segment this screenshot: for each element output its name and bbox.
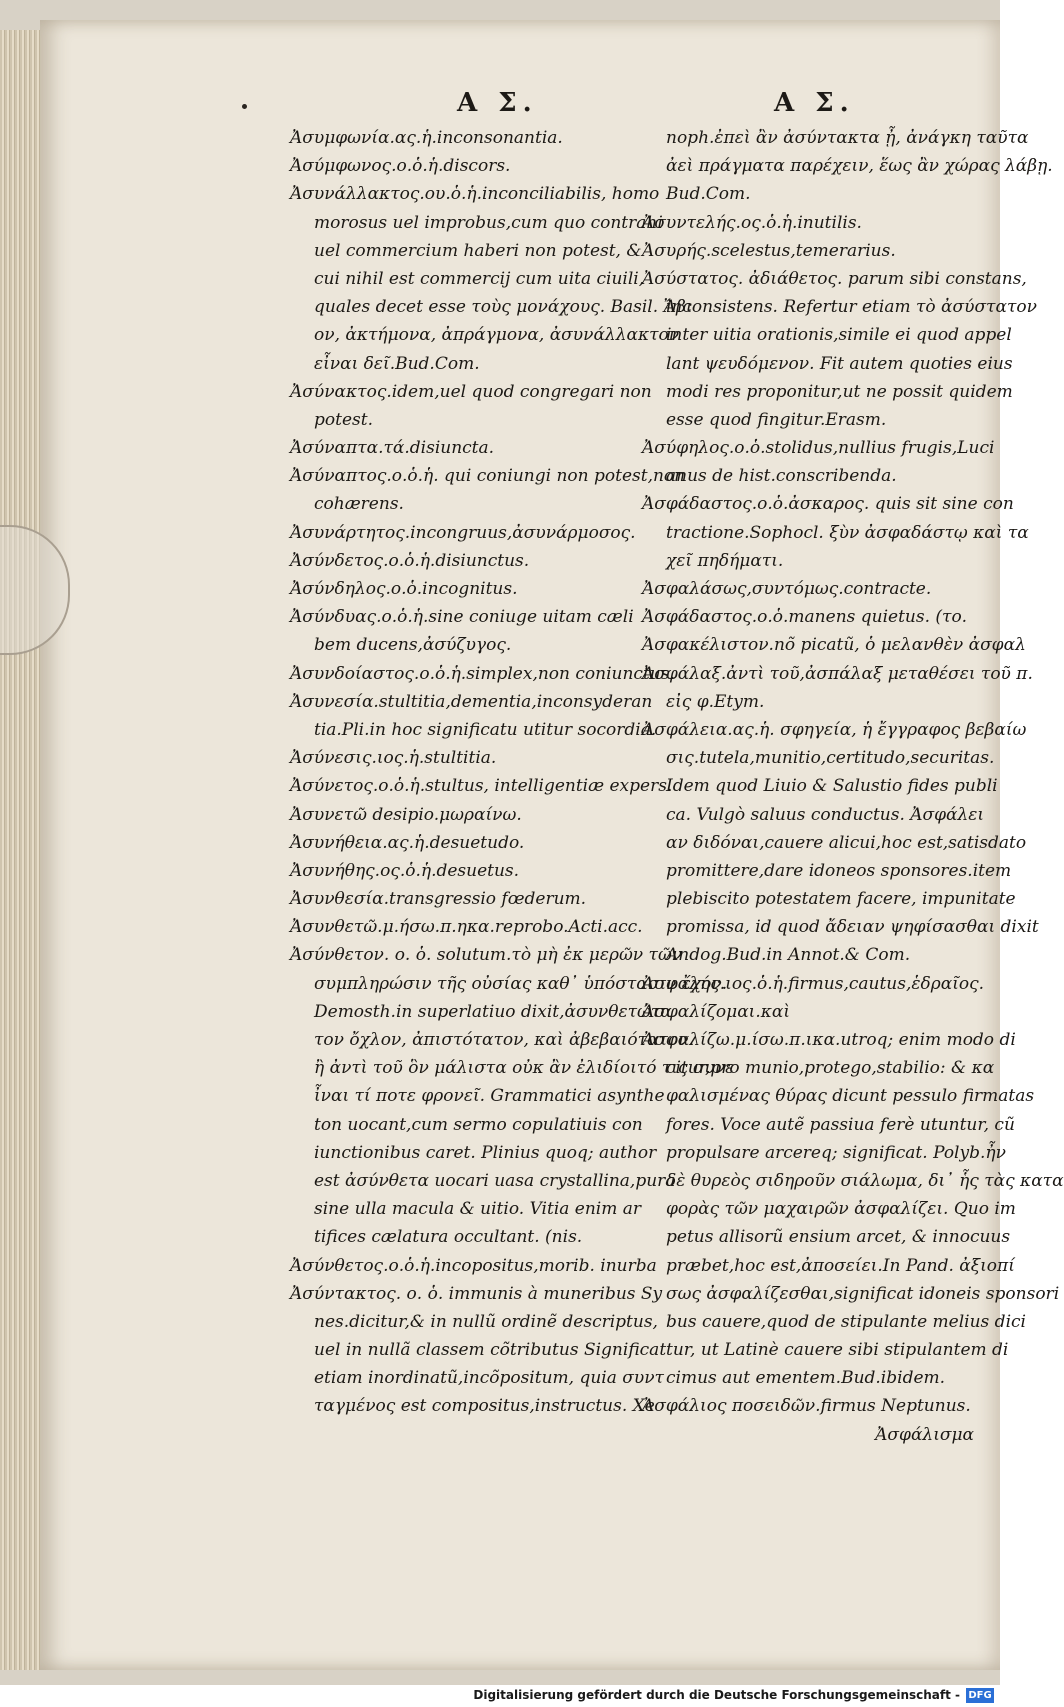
text-line: αν διδόναι,cauere alicui,hoc est,satisdato <box>666 832 1027 853</box>
text-line: εἶναι δεῖ.Bud.Com. <box>314 353 480 374</box>
text-line: Ἀσύνδηλος.ο.ὁ.incognitus. <box>290 579 518 599</box>
text-line: Ἀσύνθετον. ο. ὁ. solutum.τὸ μὴ ἐκ μερῶν τῶν <box>290 945 683 966</box>
text-line: Ἀσυντελής.ος.ὁ.ἡ.inutilis. <box>642 212 862 233</box>
text-line: morosus uel improbus,cum quo contrahi <box>314 212 663 233</box>
text-line: Ἀσυμφωνία.ας.ἡ.inconsonantia. <box>290 128 563 148</box>
text-line: cimus aut ementem.Bud.ibidem. <box>666 1368 946 1389</box>
text-line: nes.dicitur,& in nullũ ordinẽ descriptus, <box>314 1311 658 1332</box>
text-line: Ἀσυνάρτητος.incongruus,ἀσυνάρμοσος. <box>290 522 636 543</box>
text-line: τον ὄχλον, ἀπιστότατον, καὶ ἀβεβαιότατον. <box>314 1030 694 1050</box>
footer-credit: Digitalisierung gefördert durch die Deutsche Forschungsgemeinschaft - <box>473 1688 960 1702</box>
running-header-right: Α Σ. <box>774 88 855 118</box>
ink-dot <box>242 104 247 109</box>
text-line: Ἀσυνετῶ desipio.μωραίνω. <box>290 804 522 825</box>
text-line: promittere,dare idoneos sponsores.item <box>666 860 1012 881</box>
footer-bar <box>0 1685 1000 1707</box>
text-line: Ἀσυνεσία.stultitia,dementia,inconsyderan <box>290 691 653 712</box>
text-line: Ἀσφαλίζομαι.καὶ <box>642 1001 791 1022</box>
text-line: noph.ἐπεὶ ἂν ἀσύντακτα ᾖ, ἀνάγκη ταῦτα <box>666 128 1029 148</box>
text-line: Ἀσφάλισμα <box>875 1424 974 1445</box>
text-line: Ἀσύνδυας.ο.ὁ.ἡ.sine coniuge uitam cæli <box>290 607 634 628</box>
text-line: Ἀσύνδετος.ο.ὁ.ἡ.disiunctus. <box>290 550 530 571</box>
text-line: Ἀσύντακτος. ο. ὁ. immunis à muneribus Sy <box>290 1283 663 1304</box>
text-line: tia.Pli.in hoc significatu utitur socordia. <box>314 719 657 740</box>
text-line: uel commercium haberi non potest, & <box>314 240 642 261</box>
text-line: tifices cælatura occultant. (nis. <box>314 1227 583 1248</box>
text-line: Ἀσύστατος. ἀδιάθετος. parum sibi constans, <box>642 268 1027 289</box>
text-line: Ἀσφακέλιστον.nõ picatũ, ὁ μελανθὲν ἀσφαλ <box>642 635 1026 656</box>
text-line: modi res proponitur,ut ne possit quidem <box>666 381 1013 402</box>
text-line: fores. Voce autẽ passiua ferè utuntur, cũ <box>666 1114 1015 1135</box>
text-line: esse quod fingitur.Erasm. <box>666 409 887 430</box>
text-line: εἰς φ.Etym. <box>666 691 765 712</box>
text-line: præbet,hoc est,ἀποσείει.In Pand. ἀξιοπί <box>666 1255 1015 1276</box>
text-line: ἀεὶ πράγματα παρέχειν, ἕως ἂν χώρας λάβῃ. <box>666 156 1053 177</box>
text-line: Ἀσυνδοίαστος.ο.ὁ.ἡ.simplex,non coniunctus. <box>290 663 675 684</box>
text-line: Ἀσφαλής.ιος.ὁ.ἡ.firmus,cautus,ἑδραῖος. <box>642 973 985 994</box>
text-line: inconsistens. Refertur etiam τὸ ἀσύστατον <box>666 297 1037 318</box>
text-line: inter uitia orationis,simile ei quod appel <box>666 325 1012 346</box>
text-line: potest. <box>314 409 373 430</box>
text-line: cohærens. <box>314 494 404 515</box>
right-column <box>642 124 1064 1449</box>
text-line: Ἀσφαλάσως,συντόμως.contracte. <box>642 579 932 599</box>
text-line: Ἀσύνεσις.ιος.ἡ.stultitia. <box>290 748 497 769</box>
text-line: ταγμένος est compositus,instructus. Xe <box>314 1396 655 1417</box>
text-line: Ἀσυνθεσία.transgressio fœderum. <box>290 889 587 910</box>
text-line: etiam inordinatũ,incõpositum, quia συντ <box>314 1368 664 1389</box>
text-line: Ἀσφάδαστος.ο.ὁ.ἀσκαρος. quis sit sine con <box>642 494 1014 515</box>
text-line: Demosth.in superlatiuo dixit,ἀσυνθετώτα <box>314 1001 672 1022</box>
text-line: συμπληρώσιν τῆς οὐσίας καθ᾽ ὑπόστασιν ἔχον. <box>314 973 728 994</box>
text-line: promissa, id quod ἄδειαν ψηφίσασθαι dixit <box>666 917 1039 938</box>
text-line: Ἀσύνετος.ο.ὁ.ἡ.stultus, intelligentiæ expers. <box>290 776 673 797</box>
text-line: petus allisorũ ensium arcet, & innocuus <box>666 1227 1011 1248</box>
text-line: Ἀσύνακτος.idem,uel quod congregari non <box>290 381 652 402</box>
text-line: propulsare arcereq; significat. Polyb.ἦν <box>666 1142 1006 1163</box>
text-line: ca. Vulgò saluus conductus. Ἀσφάλει <box>666 804 985 825</box>
text-line: Ἀσύναπτος.ο.ὁ.ἡ. qui coniungi non potest,non <box>290 466 686 487</box>
text-line: Ἀσύνθετος.ο.ὁ.ἡ.incopositus,morib. inurba <box>290 1255 657 1276</box>
text-line: citur,pro munio,protego,stabilio: & κα <box>666 1058 995 1079</box>
text-line: bus cauere,quod de stipulante melius dici <box>666 1311 1026 1332</box>
text-line: Andog.Bud.in Annot.& Com. <box>666 945 911 966</box>
text-line: Ἀσύναπτα.τά.disiuncta. <box>290 438 495 459</box>
text-line: Ἀσυνθετῶ.μ.ήσω.π.ηκα.reprobo.Acti.acc. <box>290 917 643 938</box>
text-line: δὲ θυρεὸς σιδηροῦν σιάλωμα, δι᾽ ἧς τὰς κατα <box>666 1170 1064 1191</box>
text-line: Bud.Com. <box>666 184 751 205</box>
text-line: sine ulla macula & uitio. Vitia enim ar <box>314 1199 642 1220</box>
text-line: φαλισμένας θύρας dicunt pessulo firmatas <box>666 1086 1035 1107</box>
running-header-left: Α Σ. <box>457 88 538 118</box>
text-line: tur, ut Latinè cauere sibi stipulantem di <box>666 1340 1009 1361</box>
text-line: Ἀσυνήθεια.ας.ἡ.desuetudo. <box>290 832 525 853</box>
text-line: Ἀσφάλαξ.ἀντὶ τοῦ,ἀσπάλαξ μεταθέσει τοῦ π. <box>642 663 1033 684</box>
text-line: Idem quod Liuio & Salustio fides publi <box>666 776 998 797</box>
text-line: χεῖ πηδήματι. <box>666 550 784 571</box>
text-line: est ἀσύνθετα uocari uasa crystallina,pura <box>314 1170 676 1191</box>
text-line: cui nihil est commercij cum uita ciuili, <box>314 268 645 289</box>
dfg-logo: DFG <box>966 1688 994 1703</box>
text-line: ον, ἀκτήμονα, ἀπράγμονα, ἀσυνάλλακτον <box>314 325 680 346</box>
text-line: Ἀσφάλιος ποσειδῶν.firmus Neptunus. <box>642 1396 971 1417</box>
text-line: tractione.Sophocl. ξὺν ἀσφαδάστῳ καὶ τα <box>666 522 1029 543</box>
text-line: iunctionibus caret. Plinius quoq; author <box>314 1142 657 1163</box>
text-line: Ἀσυρής.scelestus,temerarius. <box>642 240 896 261</box>
text-line: ἶναι τί ποτε φρονεῖ. Grammatici asynthe <box>314 1086 665 1107</box>
text-line: quales decet esse τοὺς μονάχους. Basil. Ἄβι <box>314 297 693 318</box>
text-line: Ἀσφάλεια.ας.ἡ. σφηγεία, ἡ ἔγγραφος βεβαίω <box>642 719 1027 740</box>
text-line: ton uocant,cum sermo copulatiuis con <box>314 1114 643 1135</box>
text-line: σις.tutela,munitio,certitudo,securitas. <box>666 748 995 769</box>
text-line: Ἀσυνάλλακτος.ου.ὁ.ἡ.inconciliabilis, homo <box>290 184 660 205</box>
text-line: bem ducens,ἀσύζυγος. <box>314 635 512 656</box>
text-line: Ἀσφάδαστος.ο.ὁ.manens quietus. (το. <box>642 607 968 628</box>
text-line: uel in nullã classem cõtributus Significat <box>314 1340 667 1361</box>
text-line: lant ψευδόμενον. Fit autem quoties eius <box>666 353 1013 374</box>
text-line: anus de hist.conscribenda. <box>666 466 897 487</box>
text-line: Ἀσφαλίζω.μ.ίσω.π.ικα.utroq; enim modo di <box>642 1030 1016 1050</box>
text-line: Ἀσύφηλος.ο.ὁ.stolidus,nullius frugis,Luci <box>642 438 995 459</box>
text-line: Ἀσυνήθης.ος.ὁ.ἡ.desuetus. <box>290 860 520 881</box>
text-line: plebiscito potestatem facere, impunitate <box>666 889 1016 910</box>
text-line: φορὰς τῶν μαχαιρῶν ἀσφαλίζει. Quo im <box>666 1199 1016 1220</box>
text-line: ἢ ἀντὶ τοῦ ὃν μάλιστα οὐκ ἂν ἐλιδίοιτό τις συνε <box>314 1058 735 1079</box>
text-line: Ἀσύμφωνος.ο.ὁ.ἡ.discors. <box>290 156 511 177</box>
text-line: σως ἀσφαλίζεσθαι,significat idoneis sponsori <box>666 1283 1060 1304</box>
